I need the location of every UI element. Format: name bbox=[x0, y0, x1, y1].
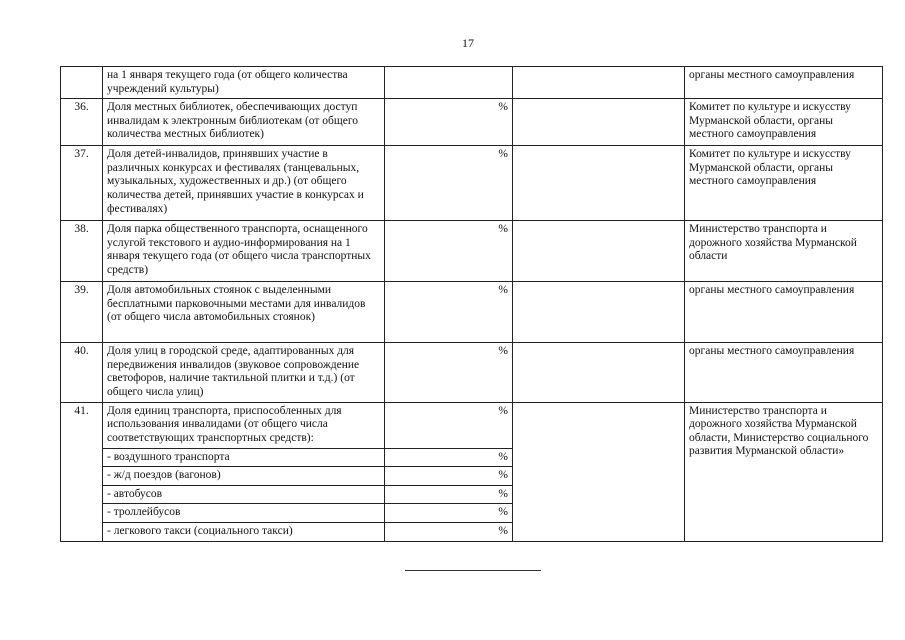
unit-cell: % bbox=[385, 146, 513, 221]
subrow-unit: % bbox=[385, 504, 513, 523]
table-row bbox=[61, 282, 883, 343]
unit-cell bbox=[385, 67, 513, 99]
subrow-unit: % bbox=[385, 448, 513, 467]
indicator-name: Доля улиц в городской среде, адаптированных для передвижения инвалидов (звуковое сопровождение светофоров, наличие тактильной плитки и т.д.) (от общего числа улиц) bbox=[103, 343, 385, 402]
unit-cell: % bbox=[385, 343, 513, 402]
row-number: 40. bbox=[61, 343, 103, 402]
subrow-name: - троллейбусов bbox=[103, 504, 385, 523]
value-cell bbox=[513, 99, 685, 146]
indicator-name: Доля местных библиотек, обеспечивающих доступ инвалидам к электронным библиотекам (от общего количества местных библиотек) bbox=[103, 99, 385, 146]
subrow-unit: % bbox=[385, 485, 513, 504]
table-row bbox=[61, 99, 883, 146]
responsible-cell: органы местного самоуправления bbox=[685, 343, 883, 402]
indicator-name: Доля единиц транспорта, приспособленных для использования инвалидами (от общего числа соответствующих транспортных средств): bbox=[103, 402, 385, 448]
responsible-cell: Министерство транспорта и дорожного хозяйства Мурманской области, Министерство социального развития Мурманской области» bbox=[685, 402, 883, 541]
page-number: 17 bbox=[462, 36, 474, 50]
indicators-table bbox=[60, 66, 883, 542]
responsible-cell: Комитет по культуре и искусству Мурманской области, органы местного самоуправления bbox=[685, 99, 883, 146]
unit-cell: % bbox=[385, 99, 513, 146]
row-number: 38. bbox=[61, 221, 103, 282]
footer-divider bbox=[405, 570, 541, 571]
unit-cell: % bbox=[385, 402, 513, 448]
row-number: 37. bbox=[61, 146, 103, 221]
table-row bbox=[61, 402, 883, 448]
subrow-name: - легкового такси (социального такси) bbox=[103, 522, 385, 541]
subrow-unit: % bbox=[385, 467, 513, 486]
subrow-name: - воздушного транспорта bbox=[103, 448, 385, 467]
table-row bbox=[61, 67, 883, 99]
row-number: 36. bbox=[61, 99, 103, 146]
responsible-cell: органы местного самоуправления bbox=[685, 282, 883, 343]
unit-cell: % bbox=[385, 282, 513, 343]
table-row bbox=[61, 146, 883, 221]
indicator-name: на 1 января текущего года (от общего количества учреждений культуры) bbox=[103, 67, 385, 99]
responsible-cell: Министерство транспорта и дорожного хозяйства Мурманской области bbox=[685, 221, 883, 282]
value-cell bbox=[513, 402, 685, 541]
subrow-name: - ж/д поездов (вагонов) bbox=[103, 467, 385, 486]
value-cell bbox=[513, 282, 685, 343]
unit-cell: % bbox=[385, 221, 513, 282]
indicator-name: Доля автомобильных стоянок с выделенными бесплатными парковочными местами для инвалидов (от общего числа автомобильных стоянок) bbox=[103, 282, 385, 343]
row-number: 41. bbox=[61, 402, 103, 541]
value-cell bbox=[513, 146, 685, 221]
table-row bbox=[61, 221, 883, 282]
table-row bbox=[61, 343, 883, 402]
subrow-unit: % bbox=[385, 522, 513, 541]
indicator-name: Доля детей-инвалидов, принявших участие в различных конкурсах и фестивалях (танцевальных, музыкальных, художественных и др.) (от общего количества детей, принявших участие в конкурсах и фестивалях) bbox=[103, 146, 385, 221]
row-number: 39. bbox=[61, 282, 103, 343]
responsible-cell: Комитет по культуре и искусству Мурманской области, органы местного самоуправления bbox=[685, 146, 883, 221]
value-cell bbox=[513, 67, 685, 99]
value-cell bbox=[513, 221, 685, 282]
row-number bbox=[61, 67, 103, 99]
indicator-name: Доля парка общественного транспорта, оснащенного услугой текстового и аудио-информирования на 1 января текущего года (от общего числа транспортных средств) bbox=[103, 221, 385, 282]
value-cell bbox=[513, 343, 685, 402]
responsible-cell: органы местного самоуправления bbox=[685, 67, 883, 99]
subrow-name: - автобусов bbox=[103, 485, 385, 504]
